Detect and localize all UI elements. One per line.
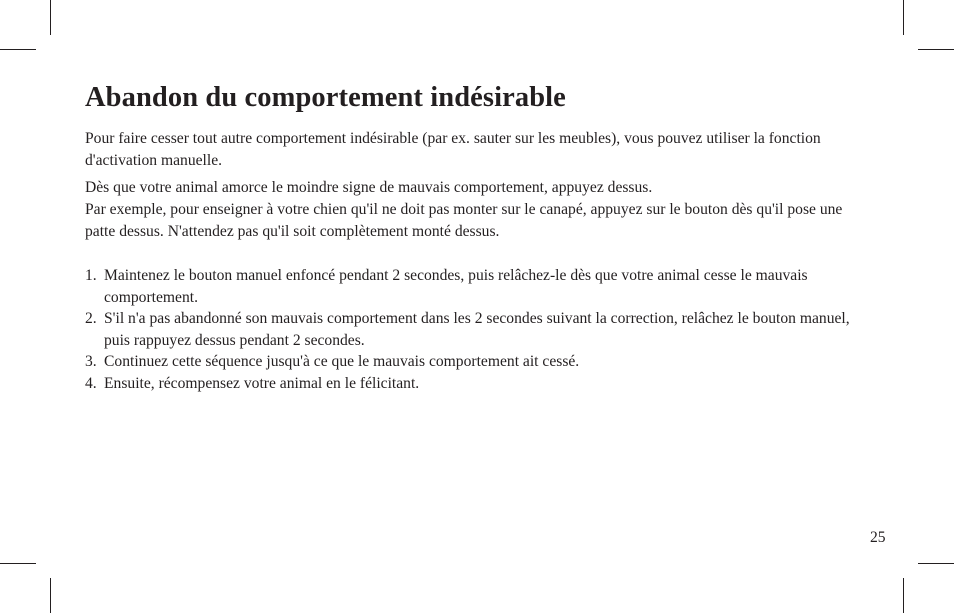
crop-mark-top-right-vertical xyxy=(903,0,904,35)
step-text: Ensuite, récompensez votre animal en le félicitant. xyxy=(104,374,420,392)
list-item xyxy=(85,351,875,373)
crop-mark-top-left-vertical xyxy=(50,0,51,35)
step-text: Continuez cette séquence jusqu'à ce que le mauvais comportement ait cessé. xyxy=(104,353,580,370)
spacer xyxy=(85,243,875,265)
crop-mark-top-left-horizontal xyxy=(0,49,36,50)
instruction-paragraph-line-1: Dès que votre animal amorce le moindre signe de mauvais comportement, appuyez dessus. xyxy=(85,179,653,196)
step-text: Maintenez le bouton manuel enfoncé pendant 2 secondes, puis relâchez-le dès que votre animal cesse le mauvais comportement. xyxy=(104,267,808,306)
steps-list xyxy=(85,265,875,394)
step-text: S'il n'a pas abandonné son mauvais comportement dans les 2 secondes suivant la correction, relâchez le bouton manuel, puis rappuyez dessus pendant 2 secondes. xyxy=(104,310,850,349)
list-item xyxy=(85,265,875,308)
crop-mark-bottom-right-vertical xyxy=(903,578,904,613)
page-title: Abandon du comportement indésirable xyxy=(85,82,566,113)
crop-mark-bottom-left-horizontal xyxy=(0,563,36,564)
list-item xyxy=(85,308,875,351)
list-item xyxy=(85,373,875,395)
intro-paragraph: Pour faire cesser tout autre comportement indésirable (par ex. sauter sur les meubles), vous pouvez utiliser la fonction d'activation manuelle. xyxy=(85,130,821,169)
crop-mark-top-right-horizontal xyxy=(918,49,954,50)
step-number: 3. xyxy=(85,353,97,370)
page-number: 25 xyxy=(870,529,886,546)
step-number: 2. xyxy=(85,310,97,327)
step-number: 1. xyxy=(85,267,97,284)
step-number: 4. xyxy=(85,374,97,392)
page-content xyxy=(85,78,875,394)
instruction-paragraph-line-2: Par exemple, pour enseigner à votre chien qu'il ne doit pas monter sur le canapé, appuyez sur le bouton dès qu'il pose une patte dessus. N'attendez pas qu'il soit complètement monté dessus. xyxy=(85,201,843,240)
crop-mark-bottom-right-horizontal xyxy=(918,563,954,564)
crop-mark-bottom-left-vertical xyxy=(50,578,51,613)
